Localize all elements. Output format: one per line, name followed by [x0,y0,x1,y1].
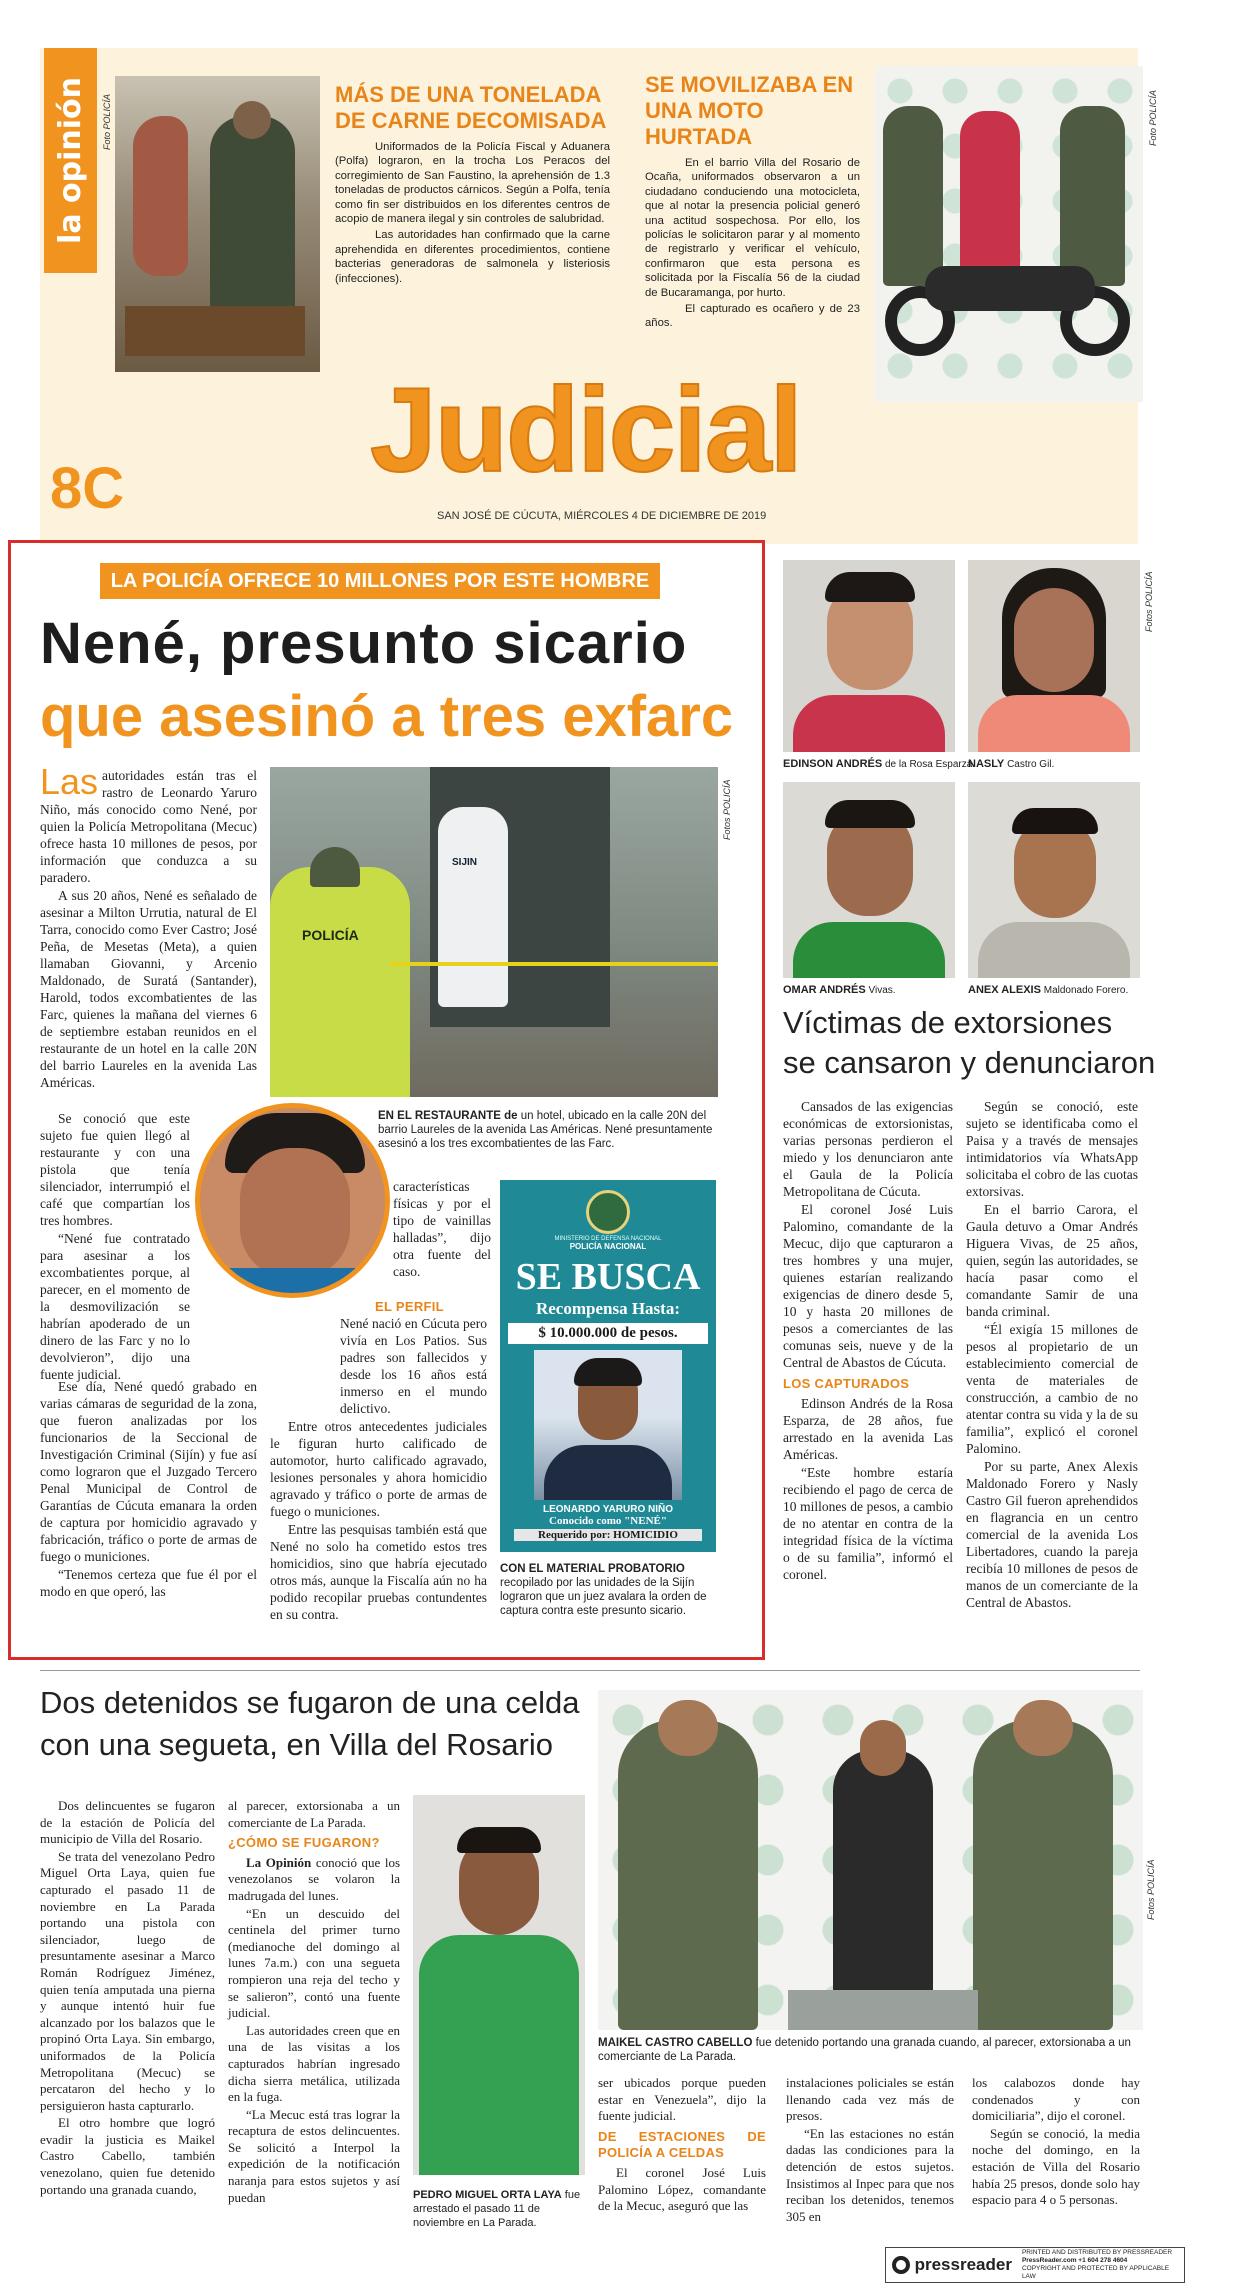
portrait-nasly [968,560,1140,752]
story1 [335,82,610,286]
story2 [645,72,860,331]
moto-photo [875,66,1143,402]
officer-left-big [618,1720,758,2030]
officer-figure [210,116,295,336]
section-divider [40,1670,1140,1671]
police-officer [270,867,410,1097]
dropcap: Las [40,761,99,802]
group-photo-credit: Fotos POLICÍA [1146,1859,1156,1920]
group-caption: MAIKEL CASTRO CABELLO fue detenido portando una granada cuando, al parecer, extorsionaba a un comerciante de La Parada. [598,2037,1131,2063]
caption-nasly: NASLY Castro Gil. [968,758,1055,770]
capturados-heading: LOS CAPTURADOS [783,1376,910,1391]
wanted-poster: MINISTERIO DE DEFENSA NACIONAL POLICÍA NACIONAL SE BUSCA Recompensa Hasta: $ 10.000.000 de pesos. LEONARDO YARURO NIÑO Conocido como "NENÉ" Requerido por: HOMICIDIO [500,1180,716,1552]
evidence-table [788,1990,978,2030]
poster-title: SE BUSCA [515,1256,701,1298]
forensic-figure [438,807,508,1007]
photo-credit-2: Foto POLICÍA [1148,89,1158,146]
poster-name: LEONARDO YARURO NIÑO [542,1504,673,1515]
main-col2-top: características físicas y por el tipo de vainillas halladas”, dijo otra fuente del caso. [393,1179,491,1279]
detainee-center [833,1750,933,2010]
motorcycle [885,246,1135,356]
pressreader-brand: pressreader [914,2255,1012,2274]
pressreader-logo-icon [892,2256,910,2274]
crime-scene-photo [270,767,718,1097]
right-headline: Víctimas de extorsiones se cansaron y denunciaron [783,1005,1156,1080]
officer-helmet [310,847,360,887]
table [125,306,305,356]
meat-photo [115,76,320,372]
crime-scene-caption: EN EL RESTAURANTE de un hotel, ubicado en la calle 20N del barrio Laureles de la avenida Las Américas. Nené presuntamente asesinó a los tres excombatientes de las Farc. [378,1110,713,1150]
officer-head [233,101,271,139]
bottom-col3: ser ubicados porque pueden estar en Venezuela”, dijo la fuente judicial. DE ESTACIONES DE POLICÍA A CELDAS El coronel José Luis Palomino López, comandante de la Mecuc, aseguró que las [598,2075,766,2214]
vest-label: POLICÍA [302,927,359,943]
suspect-face [240,1148,350,1278]
bottom-col4: instalaciones policiales se están llenando cada vez más de presos. “En las estaciones no están dadas las condiciones para la detención de estos sujetos. Insistimos al Inpec para que nos reciban los detenidos, tenemos 305 en [786,2075,954,2224]
right-col2: Según se conoció, este sujeto se identificaba como el Paisa y a través de mensajes intimidatorios vía WhatsApp solicitaba el cobro de las cuotas extorsivas. En el barrio Carora, el Gaula detuvo a Omar Andrés Higuera Vivas, de 25 años, quien, según las autoridades, se hacía pasar como el comandante Samir de una banda criminal. “Él exigía 15 millones de pesos al propietario de un establecimiento comercial de venta de materiales de construcción, a cambio de no atentar contra su vida y la de su familia”, explicó el coronel Palomino. Por su parte, Anex Alexis Maldonado Forero y Nasly Castro Gil fueron aprehendidos en flagrancia en un centro comercial de la avenida Los Libertadores, cuando la pareja recibía 10 millones de pesos de manos de un comerciante de la Central de Abastos. [966,1099,1138,1610]
main-col1: Las autoridades están tras el rastro de Leonardo Yaruro Niño, más conocido como Nené, por quien la Policía Metropolitana (Mecuc) ofrece hasta 10 millones de pesos, por información que conduzca a su paradero. A sus 20 años, Nené es señalado de asesinar a Milton Urrutia, natural de El Tarra, conocido como Ever Castro; José Peña, de Mesetas (Meta), a quien llamaban Giovanni, y Arcenio Maldonado, de Suratá (Santander), Harold, todos excombatientes de las Farc, quienes la mañana del viernes 6 de septiembre estaban reunidos en el restaurante de un hotel en la calle 20N del barrio Laureles en la avenida Las Américas. [40,761,257,1090]
portrait-anex [968,782,1140,978]
portrait-omar [783,782,955,978]
group-photo [598,1690,1143,2030]
brand-tab [44,48,97,273]
main-col1-wrap: Se conoció que este sujeto fue quien llegó al restaurante y con una pistola que tenía silenciador, interrumpió el café que compartían los tres hombres. “Nené fue contratado para asesinar a los excombatientes porque, al parecer, en el momento de la desmovilización se habrían apoderado de un dinero de las Farc y no lo devolvieron”, dijo una fuente judicial. [40,1111,190,1382]
caption-edinson: EDINSON ANDRÉS de la Rosa Esparza. [783,758,976,770]
dateline: SAN JOSÉ DE CÚCUTA, MIÉRCOLES 4 DE DICIEMBRE DE 2019 [437,510,767,522]
portrait-edinson [783,560,955,752]
main-photo-credit: Fotos POLICÍA [722,779,732,840]
main-col2: Nené nació en Cúcuta pero vivía en Los Patios. Sus padres son fallecidos y desde los 16 años está inmerso en el mundo delictivo. Entre otros antecedentes judiciales le figuran hurto calificado de automotor, hurto calificado agravado, lesiones personales y ahora homicidio agravado y tráfico o porte de armas de fuego o municiones. Entre las pesquisas también está que Nené no solo ha cometido estos tres homicidios, sino que habría ejecutado otros más, aunque la Fiscalía aún no ha podido recopilar pruebas contundentes en su contra. [270,1316,487,1622]
story2-title: SE MOVILIZABA EN UNA MOTO HURTADA [645,72,854,149]
bottom-headline: Dos detenidos se fugaron de una celda con una segueta, en Villa del Rosario [40,1685,580,1762]
bottom-col2: al parecer, extorsionaba a un comerciante de La Parada. ¿CÓMO SE FUGARON? La Opinión conoció que los venezolanos se volaron la madrugada del lunes. “En un descuido del centinela del primer turno (medianoche del domingo al lunes 7a.m.) con una segueta rompieron una reja del techo y se salieron”, contó una fuente judicial. Las autoridades creen que en una de las visitas a los capturados habrían ingresado dicha sierra metálica, utilizada en la fuga. “La Mecuc está tras lograr la recaptura de estos delincuentes. Se solicitó a Interpol la expedición de la notificación naranja para estos sujetos y así puedan [228,1798,401,2205]
officer-right-big [973,1720,1113,2030]
photo-credit-1: Foto POLICÍA [102,93,112,150]
orta-laya-caption: PEDRO MIGUEL ORTA LAYA fue arrestado el pasado 11 de noviembre en La Parada. [413,2189,581,2229]
kicker: LA POLICÍA OFRECE 10 MILLONES POR ESTE HOMBRE [100,563,660,599]
page-number: 8C [50,456,125,521]
right-photo-credit: Fotos POLICÍA [1144,571,1154,632]
story1-title: MÁS DE UNA TONELADA DE CARNE DECOMISADA [335,82,607,133]
brand-logo: la opinión [53,77,88,244]
poster-reward: $ 10.000.000 de pesos. [508,1323,708,1344]
sijin-label: SIJIN [452,857,478,868]
caption-anex: ANEX ALEXIS Maldonado Forero. [968,984,1129,996]
pressreader-info: PRINTED AND DISTRIBUTED BY PRESSREADER PressReader.com +1 604 278 4604 COPYRIGHT AND PROTECTED BY APPLICABLE LAW [1021,2249,1173,2280]
crime-tape [390,962,718,966]
como-heading: ¿CÓMO SE FUGARON? [228,1835,380,1851]
poster-caption: CON EL MATERIAL PROBATORIO recopilado por las unidades de la Sijín lograron que un juez avalara la orden de captura contra este presunto sicario. [500,1563,707,1617]
right-col1: Cansados de las exigencias económicas de extorsionistas, varias personas perdieron el miedo y los denunciaron ante el Gaula de la Policía Metropolitana de Cúcuta. El coronel José Luis Palomino, comandante de la Mecuc, dijo que capturaron a tres hombres y una mujer, quienes estarían realizando exigencias de dinero desde 5, 10 y hasta 20 millones de pesos a comerciantes de las comunas seis, nueve y de la Central de Abastos de Cúcuta. LOS CAPTURADOS Edinson Andrés de la Rosa Esparza, de 28 años, fue arrestado en la avenida Las Américas. “Este hombre estaría recibiendo el pago de cerca de 10 millones de pesos, a cambio de no atentar en contra de la integridad física de la víctima o de su familia”, informó el coronel. [783,1099,953,1582]
main-headline-2: que asesinó a tres exfarc [40,684,734,749]
police-shield-icon [586,1190,630,1234]
bottom-col1: Dos delincuentes se fugaron de la estación de Policía del municipio de Villa del Rosario. Se trata del venezolano Pedro Miguel Orta Laya, quien fue capturado el pasado 11 de noviembre en La Parada portando una pistola con silenciador, luego de presuntamente asesinar a Marco Román Rodríguez Jiménez, quien tenía amputada una pierna y aunque intentó huir fue alcanzado por los balazos que le propinó Orta Laya. Sin embargo, uniformados de la Policía Metropolitana (Mecuc) se percataron del hecho y lo persiguieron hasta capturarlo. El otro hombre que logró evadir la justicia es Maikel Castro Cabello, también venezolano, quien fue detenido portando una granada cuando, [40,1798,215,2197]
suspect-circle-portrait [195,1103,390,1298]
main-headline-1: Nené, presunto sicario [40,611,688,676]
pressreader-badge[interactable] [885,2247,1185,2283]
section-title: Judicial [370,363,801,497]
perfil-heading: EL PERFIL [375,1299,444,1314]
meat-carcass [133,116,188,276]
poster-photo [534,1350,682,1500]
orta-laya-portrait [413,1795,585,2175]
story2-body: En el barrio Villa del Rosario de Ocaña, uniformados observaron a un ciudadano conduciendo una motocicleta, que al notar la presencia policial generó una actitud sospechosa. Por ello, los policías le solicitaron parar y al momento de registrarlo y verificar el vehículo, confirmaron que esta persona es solicitada por la Fiscalía 56 de la ciudad de Bucaramanga, por hurto. El capturado es ocañero y de 23 años. [645,157,860,330]
caption-omar: OMAR ANDRÉS Vivas. [783,984,896,996]
estaciones-heading: DE ESTACIONES DE POLICÍA A CELDAS [598,2128,766,2161]
main-col1-bottom: Ese día, Nené quedó grabado en varias cámaras de seguridad de la zona, que fueron analizadas por los funcionarios de la Seccional de Investigación Criminal (Sijín) y fue así como lograron que el Juzgado Tercero Penal Municipal de Control de Garantías de Cúcuta emanara la orden de captura por homicidio agravado y fabricación, tráfico o porte de armas de fuego o municiones. “Tenemos certeza que fue él por el modo en que operó, las [40,1379,257,1599]
story1-body: Uniformados de la Policía Fiscal y Aduanera (Polfa) lograron, en la trocha Los Peracos del corregimiento de San Faustino, la aprehensión de 1.3 toneladas de productos cárnicos. Según a Polfa, tenía como fin ser distribuidos en los diferentes centros de acopio de manera ilegal y sin controles de salubridad. Las autoridades han confirmado que la carne aprehendida en diferentes procedimientos, contiene bacterias generadoras de salmonela y listeriosis (infecciones). [335,141,610,285]
bottom-col5: los calabozos donde hay condenados y con domiciliaria”, dijo el coronel. Según se conoció, la media noche del domingo, en la estación de Villa del Rosario había 25 presos, donde solo hay espacio para 4 o 5 personas. [972,2075,1140,2208]
